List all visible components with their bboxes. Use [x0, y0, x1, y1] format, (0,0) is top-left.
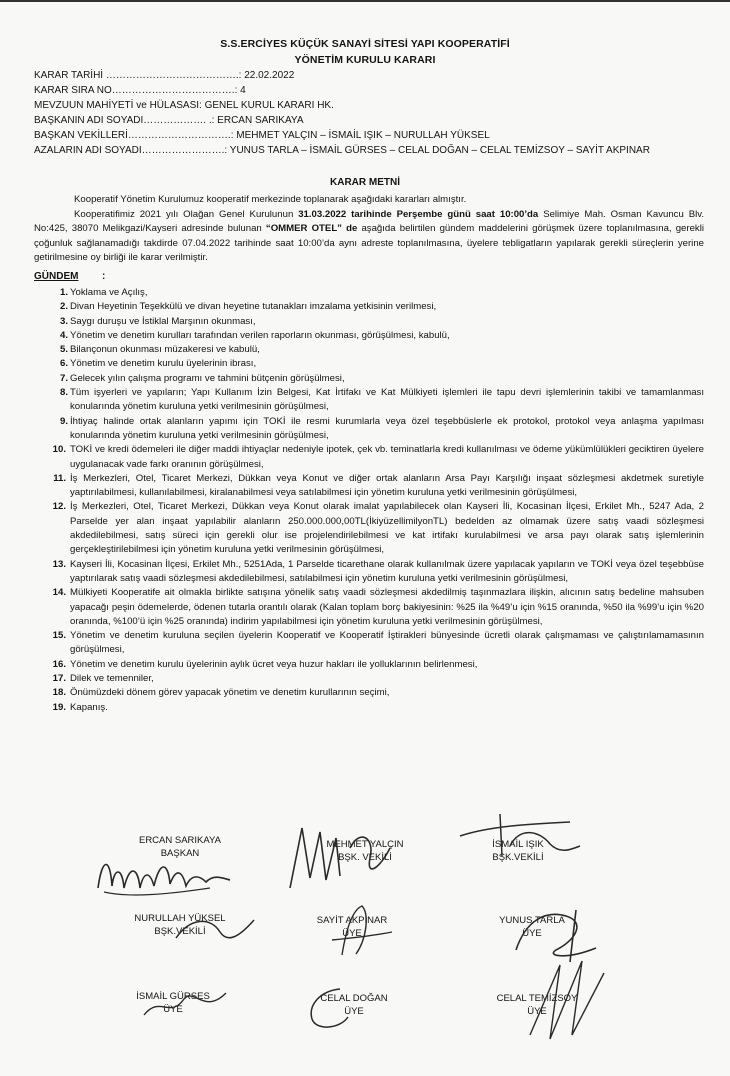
venue-name: “OMMER OTEL” de [265, 223, 358, 234]
agenda-number: 4. [59, 329, 68, 341]
decision-paragraph-1: Kooperatif Yönetim Kurulumuz kooperatif merkezinde toplanarak aşağıdaki kararları almıştır. [74, 194, 467, 205]
agenda-text: Yönetim ve denetim kurulu üyelerinin ibrası, [70, 358, 257, 370]
meta-row-vice-presidents [34, 128, 650, 143]
agenda-item [34, 658, 704, 672]
agenda-text: Divan Heyetinin Teşekkülü ve divan heyetine tutanakları imzalama yetkisinin verilmesi, [70, 301, 437, 313]
agenda-text: Mülkiyeti Kooperatife ait olmakla birlikte satışına yönelik satış vaadi sözleşmesi akdedilmiş taşınmazlara ilişkin, alıcının satış bedeline mahsuben yapacağı peşin ödemelerde, ödenen tutarla orantılı olarak (Kalan toplam borç bakiyesinin: %25 ila %49’u için %15 oranında, %50 ila %99’u için %20 oranında, %100’ü için %25 oranında) indirim yapılabilmesi için yönetim kuruluna yetki verilmesinin görüşülmesi, [70, 587, 704, 627]
agenda-number: 14. [52, 587, 66, 599]
meta-value: GENEL KURUL KARARI HK. [201, 100, 334, 111]
agenda-item [34, 443, 704, 472]
meta-row-number [34, 83, 650, 98]
agenda-text: İş Merkezleri, Otel, Ticaret Merkezi, Dükkan veya Konut ve diğer ortak alanların Arsa Payı Karşılığı inşaat sözleşmesi akdetmek suretiyle yaptırılabilmesi, kullanılabilmesi, kiralanabilmesi veya satılabilmesi için yönetim kuruluna yetki verilmesinin görüşülmesi, [70, 472, 704, 499]
agenda-item [34, 300, 704, 314]
agenda-text: İhtiyaç halinde ortak alanların yapımı için TOKİ ile resmi kurumlarla veya özel teşebbüslerle ek protokol, protokol veya anlaşma yapılması konularında yönetim kuruluna yetki verilmesinin görüşülmesi, [70, 415, 704, 441]
meta-value: YUNUS TARLA – İSMAİL GÜRSES – CELAL DOĞAN – CELAL TEMİZSOY – SAYİT AKPINAR [227, 145, 650, 156]
signer-name: YUNUS TARLA [499, 915, 565, 926]
agenda-item [34, 372, 704, 386]
signer-name: CELAL TEMİZSOY [496, 993, 578, 1004]
agenda-list [34, 286, 704, 715]
signer-name: CELAL DOĞAN [320, 993, 388, 1004]
signer-role: BŞK.VEKİLİ [154, 926, 206, 937]
signer-role: ÜYE [522, 928, 542, 939]
agenda-number: 8. [59, 387, 68, 399]
agenda-text: İş Merkezleri, Otel, Ticaret Merkezi, Dükkan veya Konut olarak imalat yapılabilecek olan Kayseri İli, Kocasinan İlçesi, Erkilet Mh., 5247 Ada, 2 Parselde yer alan inşaat yapılabilir alanların 250.000.000,00TL(İkiyüzellimilyonTL) bedelden az olmamak üzere satış vaadi sözleşmesi akdedilebilmesi, satış süreci için gerekli olur ise projelendirilebilmesi ve kat irtifakı kurulabilmesi ve arsa payı olarak satış işlemlerinin gerçekleştirilebilmesi için yönetim kuruluna yetki verilmesinin görüşülmesi, [70, 501, 704, 556]
agenda-number: 9. [59, 415, 68, 427]
agenda-item [34, 558, 704, 587]
agenda-text: Bilançonun okunması müzakeresi ve kabulü, [70, 344, 260, 356]
agenda-number: 5. [59, 344, 68, 356]
text-span: Kooperatifimiz 2021 yılı Olağan Genel Kurulunun [74, 208, 299, 220]
agenda-number: 11. [53, 472, 66, 484]
agenda-number: 10. [52, 444, 66, 456]
meta-label: KARAR SIRA NO……………………………….: [34, 85, 238, 96]
agenda-text: TOKİ ve kredi ödemeleri ile diğer maddi ihtiyaçlar nedeniyle ipotek, çek vb. teminatlarla kredi kullanılması ve ödeme yükümlülükleri geciktiren üyelere uygulanacak vade farkı oranının görüşülmesi, [70, 444, 704, 470]
agenda-number: 3. [59, 315, 68, 327]
handwritten-signature-icon [520, 955, 610, 1045]
agenda-item [34, 672, 704, 686]
agenda-number: 13. [52, 558, 66, 570]
agenda-heading-colon: : [102, 271, 106, 282]
meta-block [34, 68, 650, 158]
agenda-text: Önümüzdeki dönem görev yapacak yönetim ve denetim kurullarının seçimi, [70, 687, 390, 699]
agenda-item [34, 315, 704, 329]
agenda-item [34, 472, 704, 501]
signer-role: ÜYE [527, 1006, 547, 1017]
agenda-number: 15. [52, 630, 66, 642]
handwritten-signature-icon [90, 848, 250, 908]
meta-value: ERCAN SARIKAYA [214, 115, 304, 126]
signer-role: ÜYE [344, 1006, 364, 1017]
handwritten-signature-icon [140, 985, 230, 1025]
meta-label: KARAR TARİHİ ………………………………….: [34, 70, 242, 81]
agenda-item [34, 586, 704, 629]
meta-row-subject [34, 98, 650, 113]
agenda-text: Yoklama ve Açılış, [70, 287, 148, 298]
decision-paragraph-2 [34, 208, 704, 266]
signer-name: SAYİT AKPINAR [316, 915, 388, 926]
agenda-item [34, 701, 704, 715]
meta-row-date [34, 68, 650, 83]
handwritten-signature-icon [170, 908, 260, 948]
agenda-heading: GÜNDEM [34, 271, 79, 282]
agenda-text: Saygı duruşu ve İstiklal Marşının okunması, [70, 315, 256, 327]
signer-role: ÜYE [342, 928, 362, 939]
decision-body [34, 193, 704, 266]
handwritten-signature-icon [300, 985, 360, 1035]
agenda-item [34, 386, 704, 415]
agenda-text: Yönetim ve denetim kurulu üyelerinin aylık ücret veya huzur hakları ile yolluklarının belirlenmesi, [70, 658, 478, 670]
signer-role: BAŞKAN [160, 848, 200, 859]
agenda-number: 18. [52, 687, 66, 699]
handwritten-signature-icon [322, 900, 402, 960]
meta-label: BAŞKAN VEKİLLERİ………………………….: [34, 130, 234, 141]
agenda-item [34, 629, 704, 658]
text-span: Selimiye Mah. Osman Kavuncu Blv. No:425, 38070 Melikgazi/Kayseri adresinde bulunan [34, 208, 705, 234]
signer-name: İSMAİL GÜRSES [136, 991, 210, 1002]
agenda-item [34, 286, 704, 300]
meta-value: 4 [237, 85, 246, 96]
agenda-number: 1. [59, 287, 68, 298]
agenda-number: 7. [59, 372, 68, 384]
agenda-text: Kapanış. [70, 701, 108, 713]
agenda-number: 16. [52, 658, 66, 670]
signer-role: BŞK. VEKİLİ [338, 852, 392, 863]
agenda-item [34, 329, 704, 343]
agenda-text: Tüm işyerleri ve yapıların; Yapı Kullanım İzin Belgesi, Kat İrtifakı ve Kat Mülkiyeti işlemleri ile tapu devri işlemlerinin takibi ve tamamlanması konularında yönetim kuruluna yetki verilmesinin görüşülmesi, [70, 387, 704, 413]
signer-name: ERCAN SARIKAYA [138, 835, 221, 846]
signer-role: BŞK.VEKİLİ [492, 852, 544, 863]
agenda-number: 2. [59, 301, 68, 313]
agenda-text: Dilek ve temenniler, [70, 673, 154, 685]
org-title: S.S.ERCİYES KÜÇÜK SANAYİ SİTESİ YAPI KOOPERATİFİ [220, 38, 510, 50]
top-border [0, 0, 730, 2]
agenda-number: 12. [52, 501, 66, 513]
signer-name: İSMAİL IŞIK [492, 839, 544, 850]
meta-value: 22.02.2022 [241, 70, 295, 81]
decision-text-title: KARAR METNİ [330, 177, 400, 188]
agenda-text: Kayseri İli, Kocasinan İlçesi, Erkilet Mh., 5251Ada, 1 Parselde ticarethane olarak kullanılmak üzere yapılacak yapıların ve TOKİ veya özel teşebbüse yaptırılarak satış vaadi sözleşmesi akdedilebilmesi, satılabilmesi için yönetim kuruluna yetki verilmesinin görüşülmesi, [70, 558, 704, 584]
signer-role: ÜYE [163, 1004, 183, 1015]
agenda-item [34, 343, 704, 357]
text-span: aşağıda belirtilen gündem maddelerini görüşmek üzere toplanılmasına, gerekli çoğunluk sağlanamadığı takdirde 07.04.2022 tarihinde saat 10:00’da aynı adreste toplanılmasına, üyelere tebligatların yapılarak gerekli süreçlerin yerine getirilmesine oy birliği ile karar verilmiştir. [34, 223, 704, 263]
meta-label: AZALARIN ADI SOYADI…………………….: [34, 145, 228, 156]
signer-name: NURULLAH YÜKSEL [134, 913, 226, 924]
meta-value: MEHMET YALÇIN – İSMAİL IŞIK – NURULLAH YÜKSEL [233, 130, 490, 141]
doc-type-title: YÖNETİM KURULU KARARI [294, 54, 436, 66]
meta-row-president [34, 113, 650, 128]
meeting-datetime: 31.03.2022 tarihinde Perşembe günü saat 10:00’da [298, 208, 539, 220]
agenda-text: Gelecek yılın çalışma programı ve tahmini bütçenin görüşülmesi, [70, 372, 345, 384]
agenda-text: Yönetim ve denetim kurulları tarafından verilen raporların okunması, görüşülmesi, kabulü, [70, 329, 450, 341]
meta-row-members [34, 143, 650, 158]
agenda-item [34, 500, 704, 557]
agenda-number: 17. [52, 673, 66, 685]
signer-name: MEHMET YALÇIN [326, 839, 404, 850]
handwritten-signature-icon [450, 806, 590, 866]
agenda-item [34, 357, 704, 371]
handwritten-signature-icon [280, 818, 410, 898]
agenda-item [34, 415, 704, 444]
agenda-number: 6. [59, 358, 68, 370]
meta-label: BAŞKANIN ADI SOYADI………………. .: [34, 115, 215, 126]
agenda-number: 19. [52, 701, 66, 713]
agenda-item [34, 686, 704, 700]
agenda-text: Yönetim ve denetim kuruluna seçilen üyelerin Kooperatif ve Kooperatif İştirakleri bünyesinde ücretli olarak çalışmaması ve çalıştırılamamasının görüşülmesi, [70, 630, 704, 656]
meta-label: MEVZUUN MAHİYETİ ve HÜLASASI: [34, 100, 202, 111]
